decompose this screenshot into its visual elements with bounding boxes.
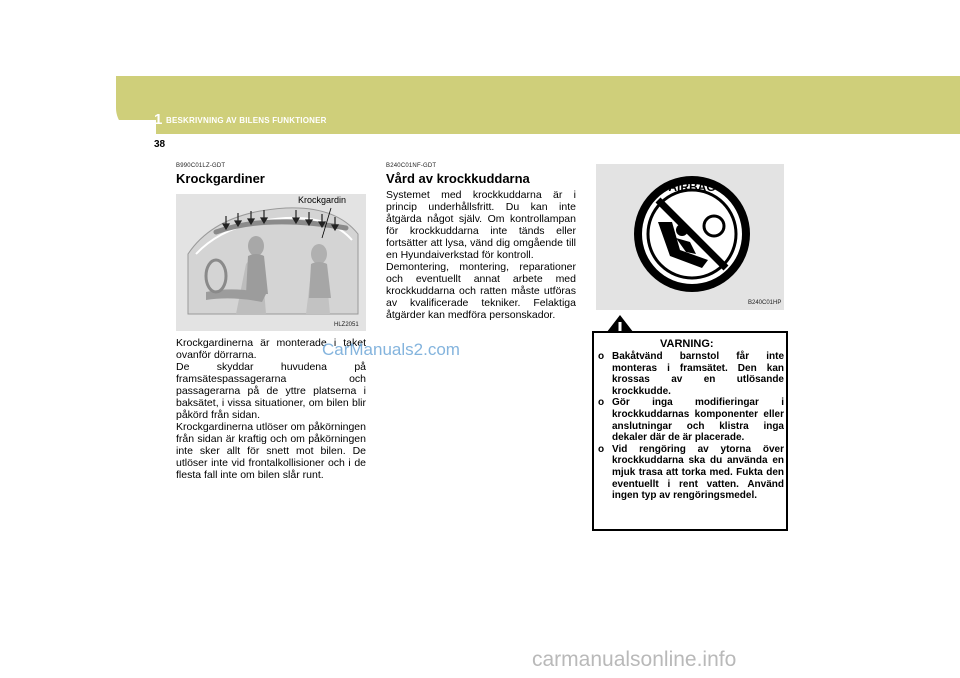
- chapter-header-band: [116, 76, 960, 134]
- page-number: 38: [154, 139, 166, 150]
- warning-item: [598, 397, 784, 443]
- section-title: Vård av krockkuddarna: [386, 171, 530, 186]
- section-title: Krockgardiner: [176, 171, 265, 186]
- section-code: B240C01NF-GDT: [386, 163, 437, 169]
- warning-item: [598, 444, 784, 502]
- curtain-airbag-label: Krockgardin: [298, 195, 347, 205]
- warning-item-text: Bakåtvänd barnstol får inte monteras i framsätet. Den kan krossas av en utlösande krockkudde.: [612, 351, 784, 397]
- section-airbag-care-heading: [386, 163, 576, 186]
- no-rear-facing-child-seat-icon: [596, 164, 784, 310]
- warning-item-text: Vid rengöring av ytorna över krockkuddarna ska du använda en mjuk trasa att torka med. Fukta den eventuellt i rent vatten. Använd ingen typ av rengöringsmedel.: [612, 443, 784, 502]
- paragraph: De skyddar huvudena på framsätespassagerarna och passagerarna på de yttre platserna i baksätet, i vissa situationer, om bilen blir påkörd från sidan.: [176, 361, 366, 421]
- curtain-airbag-illustration: [176, 194, 366, 331]
- watermark-bottom: carmanualsonline.info: [532, 648, 737, 671]
- airbag-care-body: [386, 189, 576, 321]
- warning-title: VARNING:: [660, 338, 714, 350]
- warning-item: [598, 351, 784, 397]
- warning-list: [598, 351, 784, 502]
- figure-code: B240C01HP: [748, 300, 782, 306]
- section-curtain-airbags-heading: [176, 163, 366, 186]
- paragraph: Krockgardinerna utlöser om påkörningen från sidan är kraftig och om påkörningen inte sker allt för snett mot bilen. De utlöser inte vid frontalkollisioner och i de flesta fall inte om bilen slår runt.: [176, 421, 366, 481]
- paragraph: Systemet med krockkuddarna är i princip underhållsfritt. Du kan inte åtgärda något själv. Om kontrollampan för krockkuddarna inte tänds eller fortsätter att lysa, vänd dig omgående till en Hyundaiverkstad för kontroll.: [386, 189, 576, 261]
- car-interior-icon: [176, 194, 366, 331]
- section-code: B990C01LZ-GDT: [176, 163, 226, 169]
- header-tab-cutout: [116, 120, 156, 134]
- watermark-top: CarManuals2.com: [322, 340, 460, 359]
- chapter-number: 1: [154, 111, 163, 128]
- airbag-warning-figure: [596, 164, 784, 310]
- airbag-text-arc: AIRBAG: [668, 180, 716, 194]
- warning-box: [592, 331, 788, 531]
- paragraph: Demontering, montering, reparationer och eventuellt annat arbete med krockkuddarna och ratten måste utföras av kvalificerade tekniker. Felaktiga åtgärder kan medföra personskador.: [386, 261, 576, 321]
- chapter-title: BESKRIVNING AV BILENS FUNKTIONER: [166, 116, 327, 125]
- warning-item-text: Gör inga modifieringar i krockkuddarnas komponenter eller anslutningar och klistra inga dekaler där de är placerade.: [612, 397, 784, 444]
- paragraph: Krockgardinerna är monterade i taket ovanför dörrarna.: [176, 337, 366, 361]
- figure-code: HLZ2051: [334, 322, 359, 328]
- bullet: o: [598, 443, 605, 455]
- bullet: o: [598, 397, 605, 409]
- bullet: o: [598, 351, 605, 362]
